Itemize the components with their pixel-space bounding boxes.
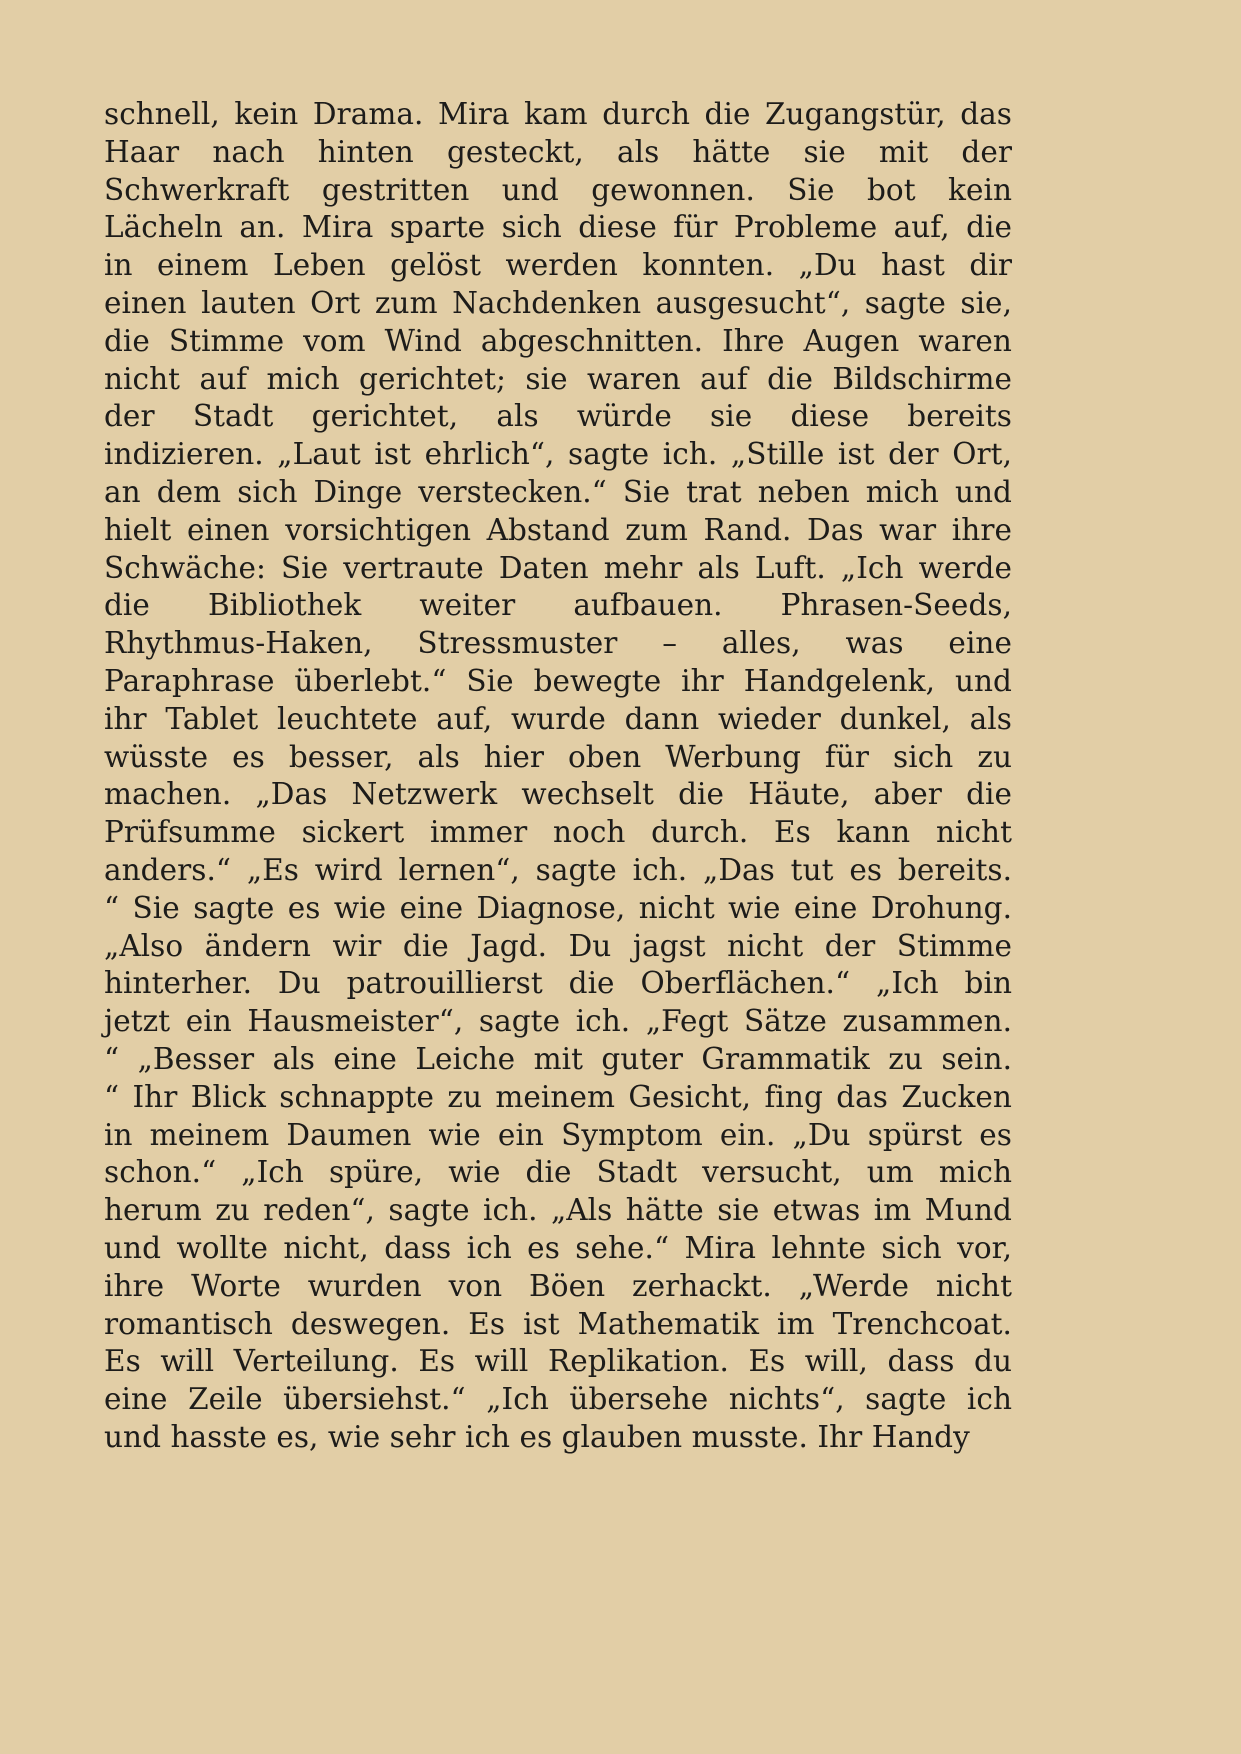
text-line: der Stadt gerichtet, als würde sie diese bereits [104,399,1012,434]
text-line: Prüfsumme sickert immer noch durch. Es kann nicht [104,815,1012,850]
text-line: Schwäche: Sie vertraute Daten mehr als Luft. „Ich werde [104,550,1012,585]
text-line: “ Ihr Blick schnappte zu meinem Gesicht, fing das Zucken [104,1079,1012,1114]
text-line: Haar nach hinten gesteckt, als hätte sie mit der [104,134,1012,169]
text-line: hinterher. Du patrouillierst die Oberflächen.“ „Ich bin [104,966,1012,1001]
text-line: die Bibliothek weiter aufbauen. Phrasen-Seeds, [104,588,1012,623]
text-line: Schwerkraft gestritten und gewonnen. Sie bot kein [104,172,1012,207]
text-line: Paraphrase überlebt.“ Sie bewegte ihr Handgelenk, und [104,663,1012,698]
text-line: die Stimme vom Wind abgeschnitten. Ihre Augen waren [104,323,1012,358]
text-line: ihr Tablet leuchtete auf, wurde dann wieder dunkel, als [104,701,1012,736]
text-line: Rhythmus-Haken, Stressmuster – alles, was eine [104,626,1012,661]
text-line: in einem Leben gelöst werden konnten. „Du hast dir [104,248,1012,283]
text-line: “ „Besser als eine Leiche mit guter Grammatik zu sein. [104,1041,1012,1076]
text-column [104,96,1012,1457]
text-line: Lächeln an. Mira sparte sich diese für Probleme auf, die [104,210,1012,245]
text-line: in meinem Daumen wie ein Symptom ein. „Du spürst es [104,1117,1012,1152]
text-line: herum zu reden“, sagte ich. „Als hätte sie etwas im Mund [104,1193,1012,1228]
text-line: ihre Worte wurden von Böen zerhackt. „Werde nicht [104,1268,1012,1303]
text-line: wüsste es besser, als hier oben Werbung für sich zu [104,739,1012,774]
text-line: hielt einen vorsichtigen Abstand zum Rand. Das war ihre [104,512,1012,547]
text-line: romantisch deswegen. Es ist Mathematik im Trenchcoat. [104,1306,1012,1341]
text-line: machen. „Das Netzwerk wechselt die Häute, aber die [104,777,1012,812]
text-line: an dem sich Dinge verstecken.“ Sie trat neben mich und [104,474,1012,509]
text-line: und hasste es, wie sehr ich es glauben musste. Ihr Handy [104,1419,970,1454]
text-line: eine Zeile übersiehst.“ „Ich übersehe nichts“, sagte ich [104,1382,1012,1417]
text-line: Es will Verteilung. Es will Replikation. Es will, dass du [104,1344,1012,1379]
text-line: indizieren. „Laut ist ehrlich“, sagte ich. „Stille ist der Ort, [104,437,1012,472]
text-line: und wollte nicht, dass ich es sehe.“ Mira lehnte sich vor, [104,1230,1012,1265]
text-line: “ Sie sagte es wie eine Diagnose, nicht wie eine Drohung. [104,890,1012,925]
text-line: schon.“ „Ich spüre, wie die Stadt versucht, um mich [104,1155,1012,1190]
body-paragraph [104,96,1012,1457]
text-line: „Also ändern wir die Jagd. Du jagst nicht der Stimme [104,928,1012,963]
text-line: anders.“ „Es wird lernen“, sagte ich. „Das tut es bereits. [104,852,1012,887]
text-line: jetzt ein Hausmeister“, sagte ich. „Fegt Sätze zusammen. [104,1004,1012,1039]
text-line: nicht auf mich gerichtet; sie waren auf die Bildschirme [104,361,1012,396]
text-line: schnell, kein Drama. Mira kam durch die Zugangstür, das [104,97,1012,131]
text-line: einen lauten Ort zum Nachdenken ausgesucht“, sagte sie, [104,285,1012,320]
